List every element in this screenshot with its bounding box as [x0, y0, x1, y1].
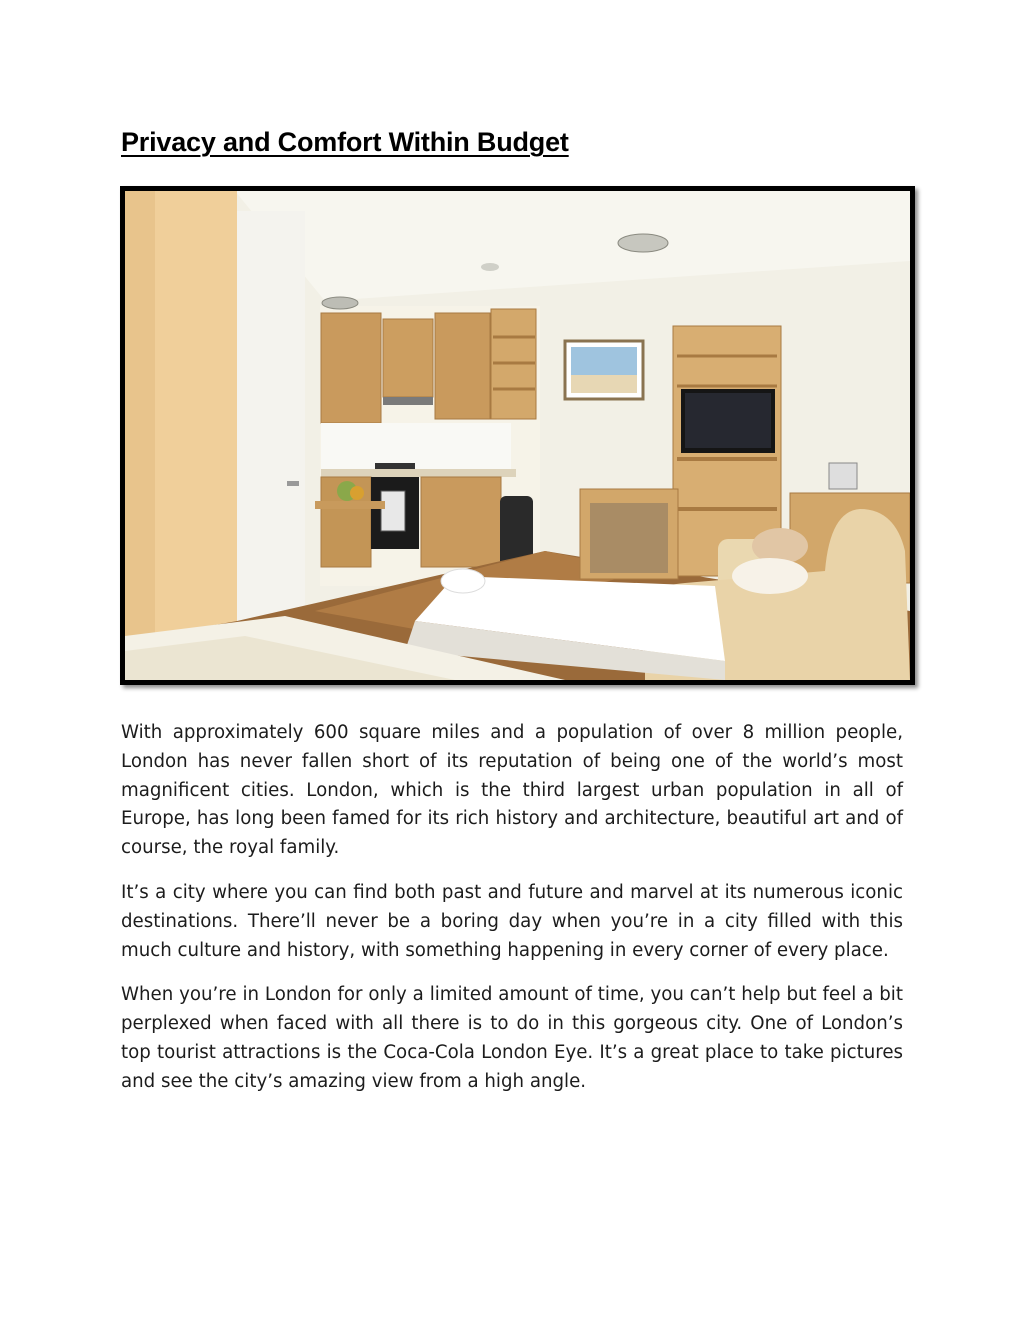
paragraph-3: When you’re in London for only a limited amount of time, you can’t help but feel a bit perplexed when faced with all there is to do in this gorgeous city. One of London’s top tourist attractions is the Coca-Cola London Eye. It’s a great place to take pictures and see the city’s amazing view from a high angle.	[121, 984, 903, 1092]
apartment-photo	[120, 186, 915, 685]
body-text	[121, 719, 903, 1113]
page-title: Privacy and Comfort Within Budget	[121, 127, 569, 157]
paragraph-2: It’s a city where you can find both past and future and marvel at its numerous iconic destinations. There’ll never be a boring day when you’re in a city filled with this much culture and history, with something happening in every corner of every place.	[121, 881, 903, 961]
apartment-photo-illustration	[125, 191, 910, 680]
paragraph-1: With approximately 600 square miles and a population of over 8 million people, London has never fallen short of its reputation of being one of the world’s most magnificent cities. London, which is the third largest urban population in all of Europe, has long been famed for its rich history and architecture, beautiful art and of course, the royal family.	[121, 722, 903, 859]
